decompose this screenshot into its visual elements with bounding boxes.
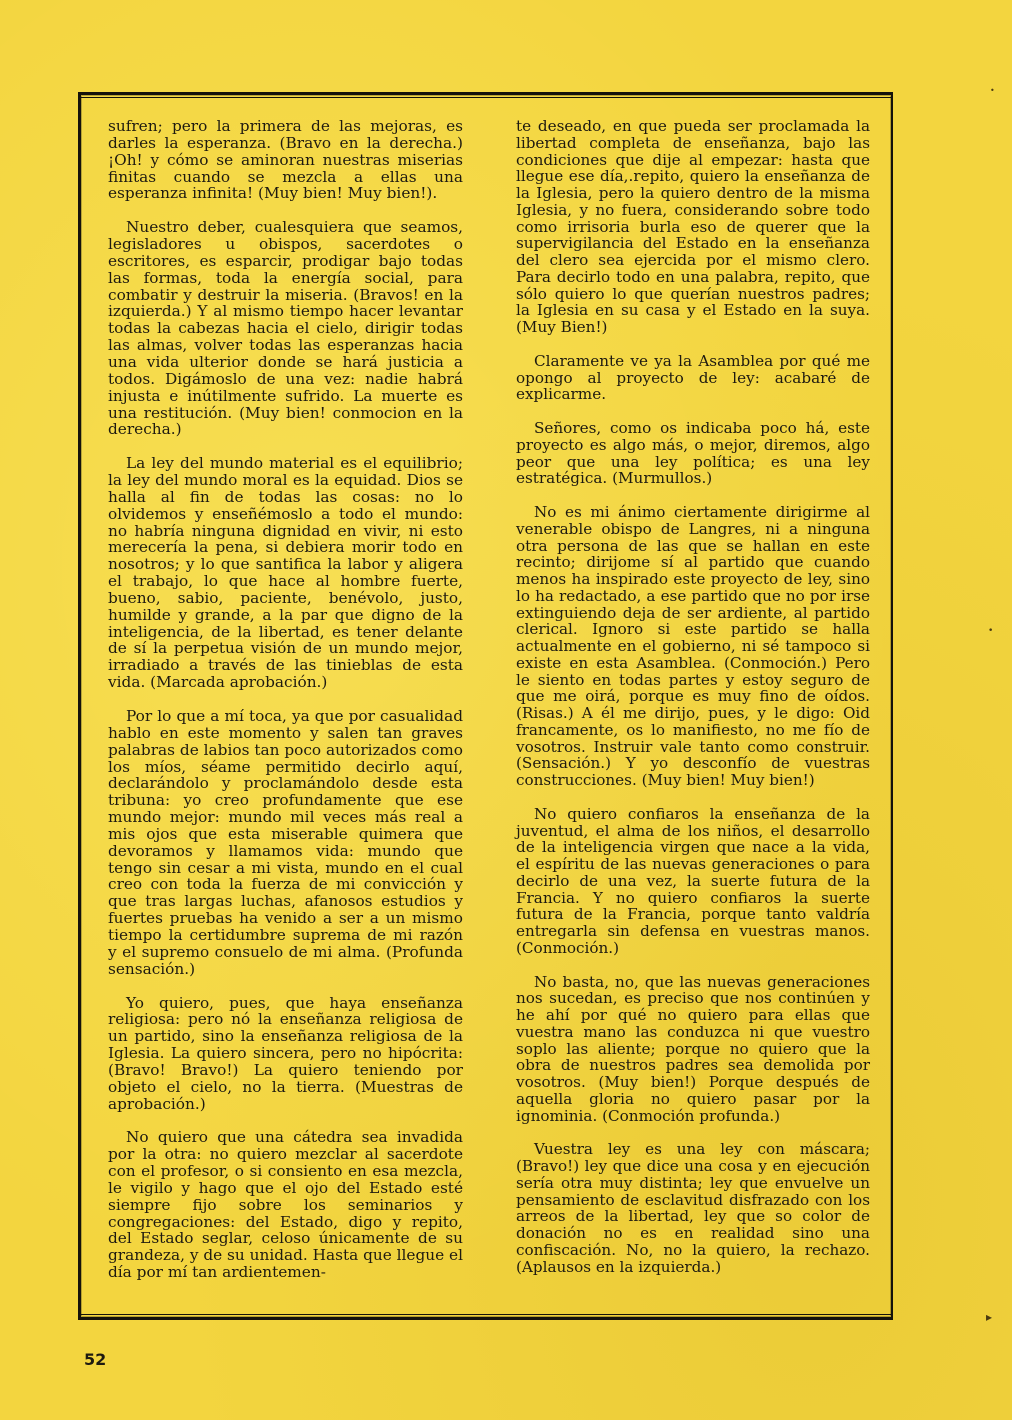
paragraph: Señores, como os indicaba poco há, este proyecto es algo más, o mejor, diremos, algo peor que una ley política; es una ley estratégica. (Murmullos.) — [516, 419, 870, 488]
left-text-column — [108, 118, 463, 1298]
print-speck: • — [990, 86, 995, 95]
paragraph: No basta, no, que las nuevas generaciones nos sucedan, es preciso que nos continúen y he ahí por qué no quiero para ellas que vuestra mano las conduzca ni que vuestro soplo las aliente; porque no quiero que la obra de nuestros padres sea demolida por vosotros. (Muy bien!) Porque después de aquella gloria no quiero pasar por la ignominia. (Conmoción profunda.) — [516, 972, 870, 1125]
paragraph: No quiero que una cátedra sea invadida por la otra: no quiero mezclar al sacerdote con el profesor, o si consiento en esa mezcla, le vigilo y hago que el ojo del Estado esté siempre fijo sobre los seminarios y congregaciones: del Estado, digo y repito, del Estado seglar, celoso únicamente de su grandeza, y de su unidad. Hasta que llegue el día por mí tan ardientemen- — [108, 1128, 463, 1282]
paragraph: La ley del mundo material es el equilibrio; la ley del mundo moral es la equidad. Dios se halla al fin de todas las cosas: no lo olvidemos y enseñémoslo a todo el mundo: no habría ninguna dignidad en vivir, ni esto merecería la pena, si debiera morir todo en nosotros; y lo que santifica la labor y aligera el trabajo, lo que hace al hombre fuerte, bueno, sabio, paciente, benévolo, justo, humilde y grande, a la par que digno de la inteligencia, de la libertad, es tener delante de sí la perpetua visión de un mundo mejor, irradiado a través de las tinieblas de esta vida. (Marcada aprobación.) — [108, 454, 463, 692]
paragraph: sufren; pero la primera de las mejoras, es darles la esperanza. (Bravo en la derecha.) ¡Oh! y cómo se aminoran nuestras miserias finitas cuando se mezcla a ellas una esperanza infinita! (Muy bien! Muy bien!). — [108, 117, 463, 203]
paragraph: Yo quiero, pues, que haya enseñanza religiosa: pero nó la enseñanza religiosa de un partido, sino la enseñanza religiosa de la Iglesia. La quiero sincera, pero no hipócrita: (Bravo! Bravo!) La quiero teniendo por objeto el cielo, no la tierra. (Muestras de aprobación.) — [108, 993, 463, 1113]
right-text-column — [516, 118, 870, 1292]
print-speck: • — [988, 626, 994, 636]
paragraph: No es mi ánimo ciertamente dirigirme al venerable obispo de Langres, ni a ninguna otra persona de las que se hallan en este recinto; dirijome sí al partido que cuando menos ha inspirado este proyecto de ley, sino lo ha redactado, a ese partido que no por irse extinguiendo deja de ser ardiente, al partido clerical. Ignoro si este partido se halla actualmente en el gobierno, ni sé tampoco si existe en esta Asamblea. (Conmoción.) Pero le siento en todas partes y estoy seguro de que me oirá, porque es muy fino de oídos. (Risas.) A él me dirijo, pues, y le digo: Oid francamente, os lo manifiesto, no me fío de vosotros. Instruir vale tanto como construir. (Sensación.) Y yo desconfío de vuestras construcciones. (Muy bien! Muy bien!) — [516, 503, 870, 789]
page-number: 52 — [84, 1350, 107, 1369]
paragraph: Nuestro deber, cualesquiera que seamos, legisladores u obispos, sacerdotes o escritores, es esparcir, prodigar bajo todas las formas, toda la energía social, para combatir y destruir la miseria. (Bravos! en la izquierda.) Y al mismo tiempo hacer levantar todas la cabezas hacia el cielo, dirigir todas las almas, volver todas las esperanzas hacia una vida ulterior donde se hará justicia a todos. Digámoslo de una vez: nadie habrá injusta e inútilmente sufrido. La muerte es una restitución. (Muy bien! conmocion en la derecha.) — [108, 218, 463, 439]
paragraph: Vuestra ley es una ley con máscara; (Bravo!) ley que dice una cosa y en ejecución sería otra muy distinta; ley que envuelve un pensamiento de esclavitud disfrazado con los arreos de la libertad, ley que so color de donación no es en realidad sino una confiscación. No, no la quiero, la rechazo. (Aplausos en la izquierda.) — [516, 1140, 870, 1276]
paragraph: No quiero confiaros la enseñanza de la juventud, el alma de los niños, el desarrollo de la inteligencia virgen que nace a la vida, el espíritu de las nuevas generaciones o para decirlo de una vez, la suerte futura de la Francia. Y no quiero confiaros la suerte futura de la Francia, porque tanto valdría entregarla sin defensa en vuestras manos. (Conmoción.) — [516, 804, 870, 957]
print-speck: ▸ — [986, 1310, 993, 1324]
paragraph: te deseado, en que pueda ser proclamada la libertad completa de enseñanza, bajo las condiciones que dije al empezar: hasta que llegue ese día,.repito, quiero la enseñanza de la Iglesia, pero la quiero dentro de la misma Iglesia, y no fuera, considerando sobre todo como irrisoria burla eso de querer que la supervigilancia del Estado en la enseñanza del clero sea ejercida por el mismo clero. Para decirlo todo en una palabra, repito, que sólo quiero lo que querían nuestros padres; la Iglesia en su casa y el Estado en la suya. (Muy Bien!) — [516, 117, 870, 336]
paragraph: Claramente ve ya la Asamblea por qué me opongo al proyecto de ley: acabaré de explicarme. — [516, 351, 870, 404]
paragraph: Por lo que a mí toca, ya que por casualidad hablo en este momento y salen tan graves palabras de labios tan poco autorizados como los míos, séame permitido decirlo aquí, declarándolo y proclamándolo desde esta tribuna: yo creo profundamente que ese mundo mejor: mundo mil veces más real a mis ojos que esta miserable quimera que devoramos y llamamos vida: mundo que tengo sin cesar a mi vista, mundo en el cual creo con toda la fuerza de mi convicción y que tras largas luchas, afanosos estudios y fuertes pruebas ha venido a ser a un mismo tiempo la certidumbre suprema de mi razón y el supremo consuelo de mi alma. (Profunda sensación.) — [108, 707, 463, 978]
